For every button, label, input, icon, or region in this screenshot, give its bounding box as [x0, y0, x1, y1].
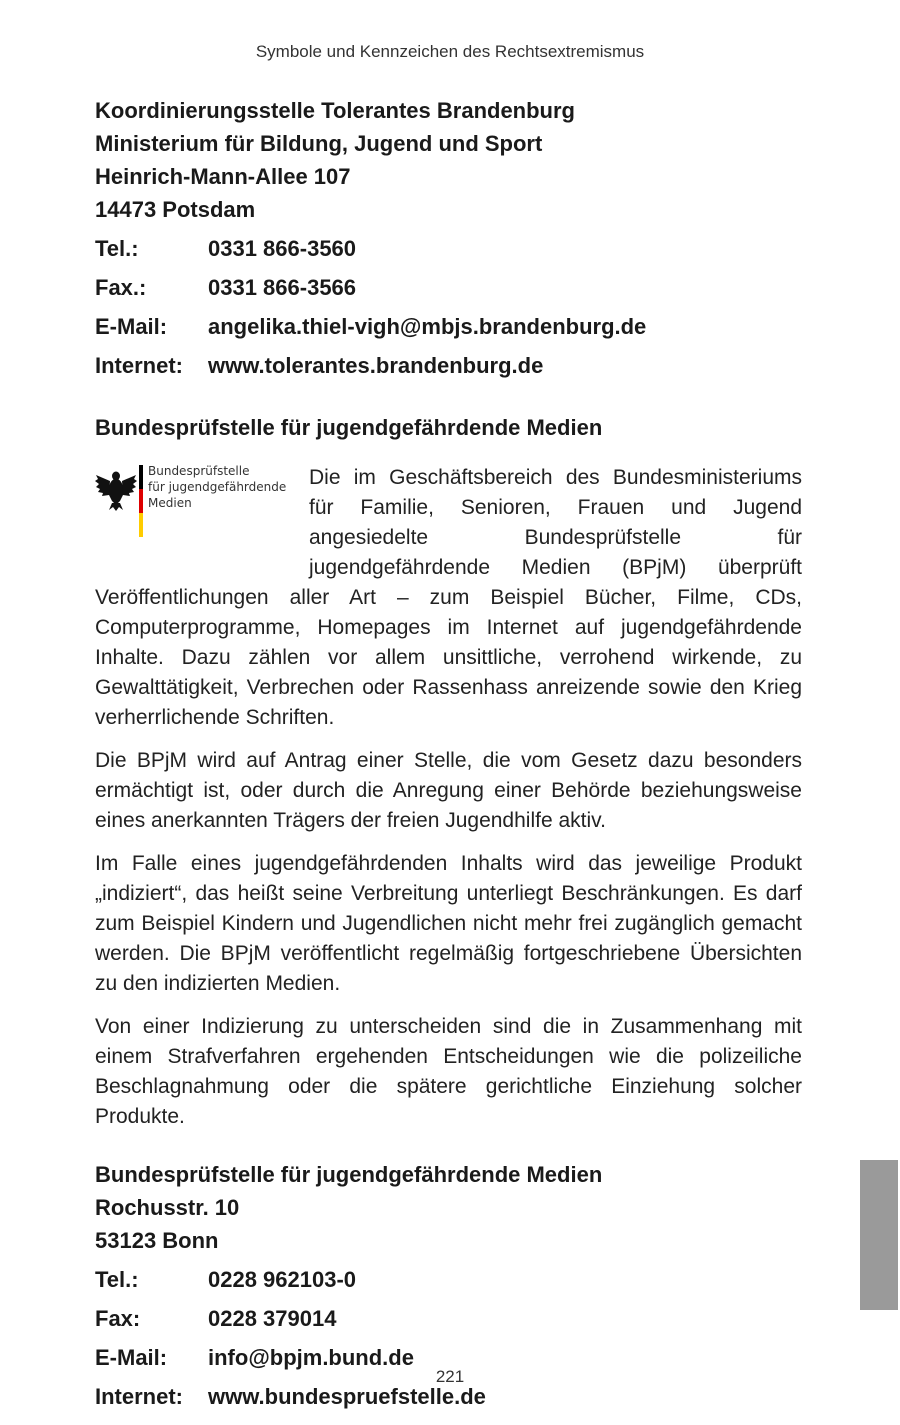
email-address: info@bpjm.bund.de [208, 1345, 414, 1370]
body-paragraph: Von einer Indizierung zu unterscheiden sind die in Zusammenhang mit einem Strafverfahren ergehenden Entscheidungen wie die polizeiliche Beschlagnahmung oder die spätere gerichtliche Einziehung solcher Produkte. [95, 1015, 802, 1128]
section-heading: Bundesprüfstelle für jugendgefährdende Medien [95, 415, 603, 440]
contact-label: Fax: [95, 1306, 141, 1331]
address-line: Bundesprüfstelle für jugendgefährdende Medien [95, 1162, 603, 1187]
page-content [95, 94, 802, 1416]
address-line: 53123 Bonn [95, 1228, 219, 1253]
flag-stripe-black [139, 465, 143, 489]
contact-label: Fax.: [95, 275, 147, 300]
contact-label: Tel.: [95, 1267, 139, 1292]
body-paragraph: Die im Geschäftsbereich des Bundesministeriums für Familie, Senioren, Frauen und Jugend angesiedelte Bundesprüfstelle für jugendgefährdende Medien (BPjM) überprüft Veröffentlichungen aller Art – zum Beispiel Bücher, Filme, CDs, Computerprogramme, Homepages im Internet auf jugendgefährdende Inhalte. Dazu zählen vor allem unsittliche, verrohend wirkende, zu Gewalttätigkeit, Verbrechen oder Rassenhass anreizende sowie den Krieg verherrlichende Schriften. [95, 466, 802, 729]
chapter-tab-marker [860, 1160, 898, 1310]
contact-row-phone [95, 1260, 802, 1299]
running-header: Symbole und Kennzeichen des Rechtsextremismus [255, 42, 645, 61]
website-url: www.tolerantes.brandenburg.de [208, 353, 544, 378]
phone-number: 0228 962103-0 [208, 1267, 357, 1292]
logo-text-line: Medien [148, 496, 192, 510]
contact-row-email [95, 307, 802, 346]
contact-label: E-Mail: [95, 314, 168, 339]
address-line: Koordinierungsstelle Tolerantes Brandenburg [95, 98, 575, 123]
bpjm-logo [95, 463, 305, 557]
flag-stripe-red [139, 489, 143, 513]
contact-block-tolerantes-brandenburg [95, 94, 802, 385]
address-line: Ministerium für Bildung, Jugend und Sport [95, 131, 543, 156]
contact-row-phone [95, 229, 802, 268]
website-url: www.bundespruefstelle.de [208, 1384, 486, 1409]
fax-number: 0228 379014 [208, 1306, 337, 1331]
contact-label: Internet: [95, 1384, 183, 1409]
bpjm-intro [95, 463, 802, 733]
federal-eagle-icon [95, 467, 137, 511]
contact-label: Tel.: [95, 236, 139, 261]
contact-row-fax [95, 268, 802, 307]
contact-label: E-Mail: [95, 1345, 168, 1370]
contact-row-internet [95, 346, 802, 385]
page-number: 221 [435, 1367, 465, 1386]
address-line: 14473 Potsdam [95, 197, 256, 222]
flag-stripe-gold [139, 513, 143, 537]
body-paragraph: Im Falle eines jugendgefährdenden Inhalts wird das jeweilige Produkt „indiziert“, das heißt seine Verbreitung unterliegt Beschränkungen. Es darf zum Beispiel Kindern und Jugendlichen nicht mehr frei zugänglich gemacht werden. Die BPjM veröffentlicht regelmäßig fortgeschriebene Übersichten zu den indizierten Medien. [95, 852, 802, 995]
logo-text-line: Bundesprüfstelle [148, 464, 250, 478]
logo-text-line: für jugendgefährdende [148, 480, 287, 494]
email-address: angelika.thiel-vigh@mbjs.brandenburg.de [208, 314, 647, 339]
flag-color-bar [139, 465, 143, 537]
address-line: Rochusstr. 10 [95, 1195, 240, 1220]
phone-number: 0331 866-3560 [208, 236, 357, 261]
address-line: Heinrich-Mann-Allee 107 [95, 164, 351, 189]
body-paragraph: Die BPjM wird auf Antrag einer Stelle, die vom Gesetz dazu besonders ermächtigt ist, oder durch die Anregung einer Behörde beziehungsweise eines anerkannten Trägers der freien Jugendhilfe aktiv. [95, 749, 802, 832]
contact-label: Internet: [95, 353, 183, 378]
contact-row-fax [95, 1299, 802, 1338]
fax-number: 0331 866-3566 [208, 275, 357, 300]
logo-wordmark [148, 463, 286, 511]
